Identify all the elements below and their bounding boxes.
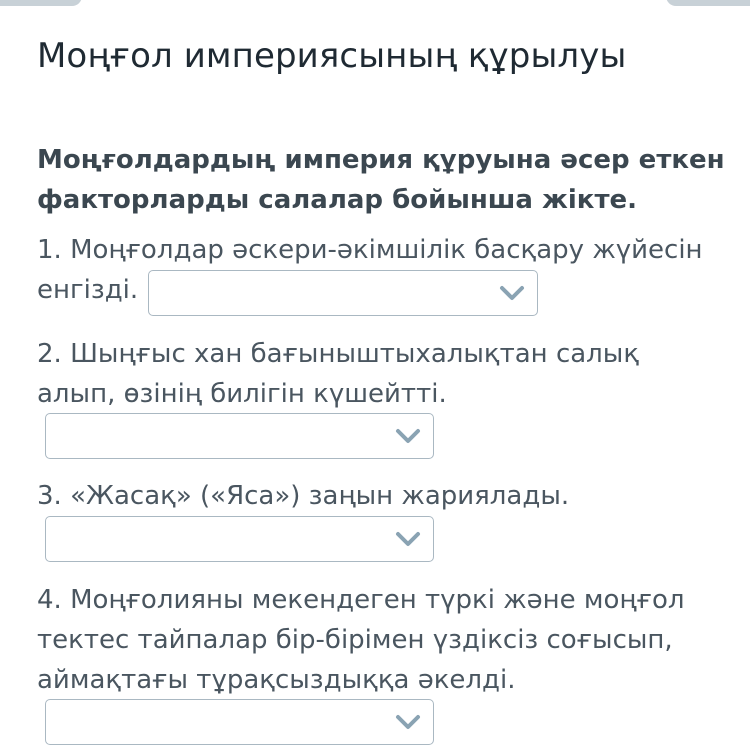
question-3-text: [37, 476, 727, 516]
chevron-down-icon: [395, 713, 421, 731]
instruction-text: Моңғолдардың империя құруына әсер еткен факторларды салалар бойынша жікте.: [37, 145, 725, 215]
question-4-line-1: 4. Моңғолияны мекендеген түркі және моңғол: [37, 585, 685, 615]
chevron-down-icon: [499, 284, 525, 302]
question-4-dropdown[interactable]: [45, 699, 434, 745]
question-1-line-2: енгізді.: [37, 275, 139, 305]
question-2-line-2: алып, өзінің билігін күшейтті.: [37, 379, 447, 409]
question-3-dropdown[interactable]: [45, 516, 434, 562]
question-4-line-2: тектес тайпалар бір-бірімен үздіксіз соғысып,: [37, 625, 673, 655]
question-1-dropdown[interactable]: [148, 270, 538, 316]
question-2-text: [37, 334, 727, 414]
question-2-dropdown[interactable]: [45, 413, 434, 459]
chevron-down-icon: [395, 427, 421, 445]
chevron-down-icon: [395, 530, 421, 548]
question-4-line-3: аймақтағы тұрақсыздыққа әкелді.: [37, 665, 516, 695]
question-4-text: [37, 580, 727, 700]
question-1-line-1: 1. Моңғолдар әскери-әкімшілік басқару жүйесін: [37, 235, 703, 265]
question-2-line-1: 2. Шыңғыс хан бағыныштыхалықтан салық: [37, 339, 640, 369]
question-3-line-1: 3. «Жасақ» («Яса») заңын жариялады.: [37, 481, 570, 511]
top-tab-right[interactable]: [666, 0, 750, 6]
page-title: Моңғол империясының құрылуы: [37, 36, 627, 76]
top-tab-left[interactable]: [0, 0, 82, 6]
